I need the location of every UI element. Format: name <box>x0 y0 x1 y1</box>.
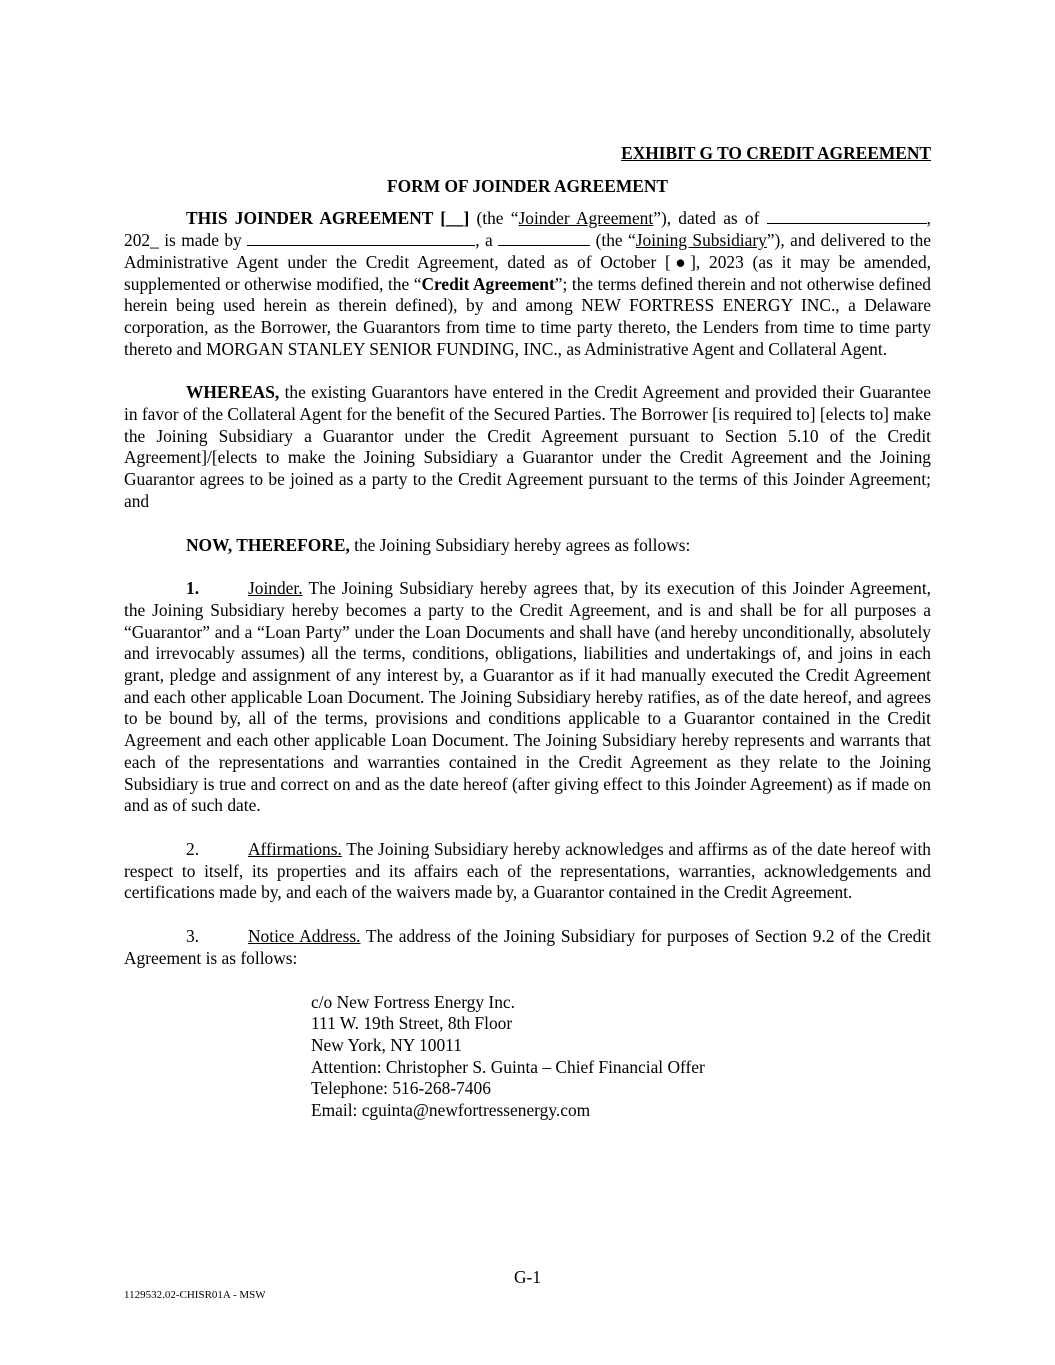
address-line: c/o New Fortress Energy Inc. <box>311 991 515 1012</box>
whereas-text: the existing Guarantors have entered in the Credit Agreement and provided their Guarantee in favor of the Collateral Agent for the benefit of the Secured Parties. The Borrower [is required to] [elects to] make the Joining Subsidiary a Guarantor under the Credit Agreement pursuant to Section 5.10 of the Credit Agreement]/[elects to make the Joining Subsidiary a Guarantor under the Credit Agreement and the Joining Guarantor agrees to be joined as a party to the Credit Agreement pursuant to the terms of this Joinder Agreement; and <box>124 382 931 511</box>
joinder-agreement-term: Joinder Agreement <box>518 208 654 229</box>
document-id: 1129532.02-CHISR01A - MSW <box>124 1289 266 1301</box>
intro-text-6: ”), and delivered to the Administrative Agent under the Credit Agreement, dated as of October [●], 2023 (as it may be amended, supplemented or otherwise modified, the “ <box>124 230 932 294</box>
section-notice-address <box>124 926 931 969</box>
intro-text-3: , 202_ is made by <box>124 208 932 251</box>
section-heading: Affirmations. <box>248 838 342 859</box>
date-blank <box>767 208 927 224</box>
section-number: 3. <box>186 926 200 947</box>
section-heading: Joinder. <box>248 578 303 599</box>
page-number: G-1 <box>513 1267 542 1287</box>
intro-paragraph <box>124 208 931 360</box>
exhibit-heading: EXHIBIT G TO CREDIT AGREEMENT <box>621 143 931 163</box>
intro-text-5: (the “ <box>590 230 636 251</box>
now-therefore-lead: NOW, THEREFORE, <box>186 534 350 555</box>
whereas-lead: WHEREAS, <box>186 382 280 403</box>
whereas-paragraph <box>124 382 931 512</box>
intro-lead: THIS JOINDER AGREEMENT [__] <box>186 208 470 229</box>
section-text: The address of the Joining Subsidiary for purposes of Section 9.2 of the Credit Agreement is as follows: <box>124 926 931 968</box>
party-name-blank <box>247 230 475 246</box>
section-text: The Joining Subsidiary hereby acknowledges and affirms as of the date hereof with respect to itself, its properties and its affairs each of the representations, warranties, acknowledgements and certifications made by, and each of the waivers made by, a Guarantor contained in the Credit Agreement. <box>124 838 931 903</box>
section-joinder <box>124 578 931 817</box>
intro-text-2: ”), dated as of <box>653 208 767 229</box>
credit-agreement-term: Credit Agreement <box>421 273 555 294</box>
document-body <box>124 143 931 1122</box>
intro-text-1: (the “ <box>469 208 519 229</box>
address-line: New York, NY 10011 <box>311 1034 462 1055</box>
section-number: 2. <box>186 838 200 859</box>
entity-type-blank <box>498 230 590 246</box>
form-title: FORM OF JOINDER AGREEMENT <box>387 175 668 196</box>
now-therefore-text: the Joining Subsidiary hereby agrees as follows: <box>349 534 691 555</box>
intro-text-4: , a <box>475 230 499 251</box>
notice-address-block <box>311 992 931 1122</box>
address-line: 111 W. 19th Street, 8th Floor <box>311 1013 513 1034</box>
address-telephone: Telephone: 516-268-7406 <box>311 1078 491 1099</box>
now-therefore-paragraph <box>124 535 931 557</box>
section-number: 1. <box>186 578 200 599</box>
joining-subsidiary-term: Joining Subsidiary <box>635 230 767 251</box>
address-email: Email: cguinta@newfortressenergy.com <box>311 1100 591 1121</box>
section-text: The Joining Subsidiary hereby agrees that, by its execution of this Joinder Agreement, the Joining Subsidiary hereby becomes a party to the Credit Agreement, and is and shall be for all purposes a “Guarantor” and a “Loan Party” under the Loan Documents and shall have (and hereby unconditionally, absolutely and irrevocably assumes) all the terms, conditions, obligations, liabilities and undertakings of, and joins in each grant, pledge and assignment of any interest by, a Guarantor as if it had manually executed the Credit Agreement and each other applicable Loan Document. The Joining Subsidiary hereby ratifies, as of the date hereof, and agrees to be bound by, all of the terms, provisions and conditions applicable to a Guarantor contained in the Credit Agreement and each other applicable Loan Document. The Joining Subsidiary hereby represents and warrants that each of the representations and warranties contained in the Credit Agreement as they relate to the Joining Subsidiary is true and correct on and as the date hereof (after giving effect to this Joinder Agreement) as if made on and as of such date. <box>124 578 931 816</box>
intro-text-7: ”; the terms defined therein and not otherwise defined herein being used herein as therein defined), by and among NEW FORTRESS ENERGY INC., a Delaware corporation, as the Borrower, the Guarantors from time to time party thereto, the Lenders from time to time party thereto and MORGAN STANLEY SENIOR FUNDING, INC., as Administrative Agent and Collateral Agent. <box>124 273 931 359</box>
section-affirmations <box>124 839 931 904</box>
address-attention: Attention: Christopher S. Guinta – Chief Financial Offer <box>311 1056 705 1077</box>
section-heading: Notice Address. <box>248 926 361 947</box>
